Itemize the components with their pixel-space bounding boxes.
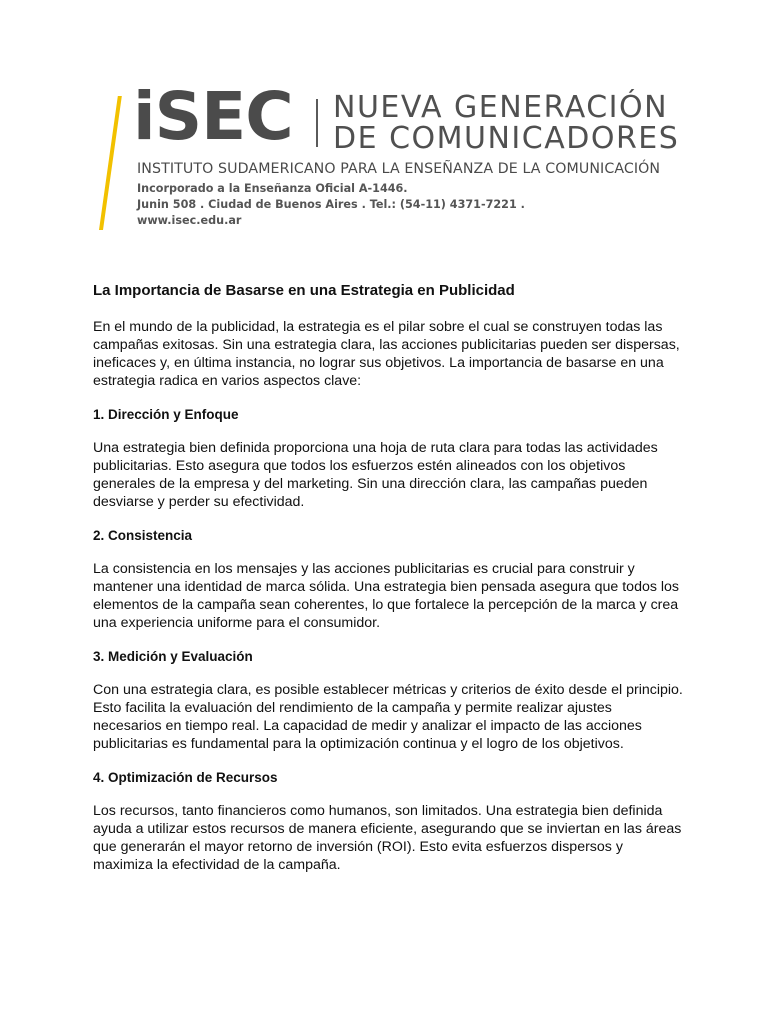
section-heading-medicion: 3. Medición y Evaluación xyxy=(93,649,253,664)
isec-logo: iSEC xyxy=(133,78,293,155)
accreditation-line: Incorporado a la Enseñanza Oficial A-1446. xyxy=(137,182,408,195)
section-heading-optimizacion: 4. Optimización de Recursos xyxy=(93,770,278,785)
section-body-optimizacion: Los recursos, tanto financieros como humanos, son limitados. Una estrategia bien definida ayuda a utilizar estos recursos de manera eficiente, asegurando que se inviertan en las áreas que generarán el mayor retorno de inversión (ROI). Esto evita esfuerzos dispersos y maximiza la efectividad de la campaña. xyxy=(93,803,682,873)
logo-tagline xyxy=(333,92,679,154)
section-heading-consistencia: 2. Consistencia xyxy=(93,528,193,543)
address-line: Junin 508 . Ciudad de Buenos Aires . Tel.: (54-11) 4371-7221 . xyxy=(137,198,525,211)
tagline-line-2: DE COMUNICADORES xyxy=(333,121,680,156)
letterhead xyxy=(0,0,768,240)
logo-divider xyxy=(316,99,318,147)
section-body-consistencia: La consistencia en los mensajes y las acciones publicitarias es crucial para construir y mantener una identidad de marca sólida. Una estrategia bien pensada asegura que todos los elementos de la campaña sean coherentes, lo que fortalece la percepción de la marca y crea una experiencia uniforme para el consumidor. xyxy=(93,561,680,631)
section-body-direccion: Una estrategia bien definida proporciona una hoja de ruta clara para todas las actividades publicitarias. Esto asegura que todos los esfuerzos estén alineados con los objetivos generales de la empresa y del marketing. Sin una dirección clara, las campañas pueden desviarse y perder su efectividad. xyxy=(93,440,658,510)
section-body-medicion: Con una estrategia clara, es posible establecer métricas y criterios de éxito desde el principio. Esto facilita la evaluación del rendimiento de la campaña y permite realizar ajustes necesarios en tiempo real. La capacidad de medir y analizar el impacto de las acciones publicitarias es fundamental para la optimización continua y el logro de los objetivos. xyxy=(93,682,683,752)
tagline-line-1: NUEVA GENERACIÓN xyxy=(333,90,669,125)
accent-slash xyxy=(99,96,122,230)
intro-paragraph: En el mundo de la publicidad, la estrategia es el pilar sobre el cual se construyen todas las campañas exitosas. Sin una estrategia clara, las acciones publicitarias pueden ser dispersas, ineficaces y, en última instancia, no lograr sus objetivos. La importancia de basarse en una estrategia radica en varios aspectos clave: xyxy=(93,319,680,389)
website-line: www.isec.edu.ar xyxy=(137,214,242,227)
section-heading-direccion: 1. Dirección y Enfoque xyxy=(93,407,239,422)
document-body xyxy=(93,280,683,890)
institute-name: INSTITUTO SUDAMERICANO PARA LA ENSEÑANZA DE LA COMUNICACIÓN xyxy=(137,161,661,177)
document-title: La Importancia de Basarse en una Estrategia en Publicidad xyxy=(93,282,515,299)
contact-block xyxy=(137,181,525,229)
